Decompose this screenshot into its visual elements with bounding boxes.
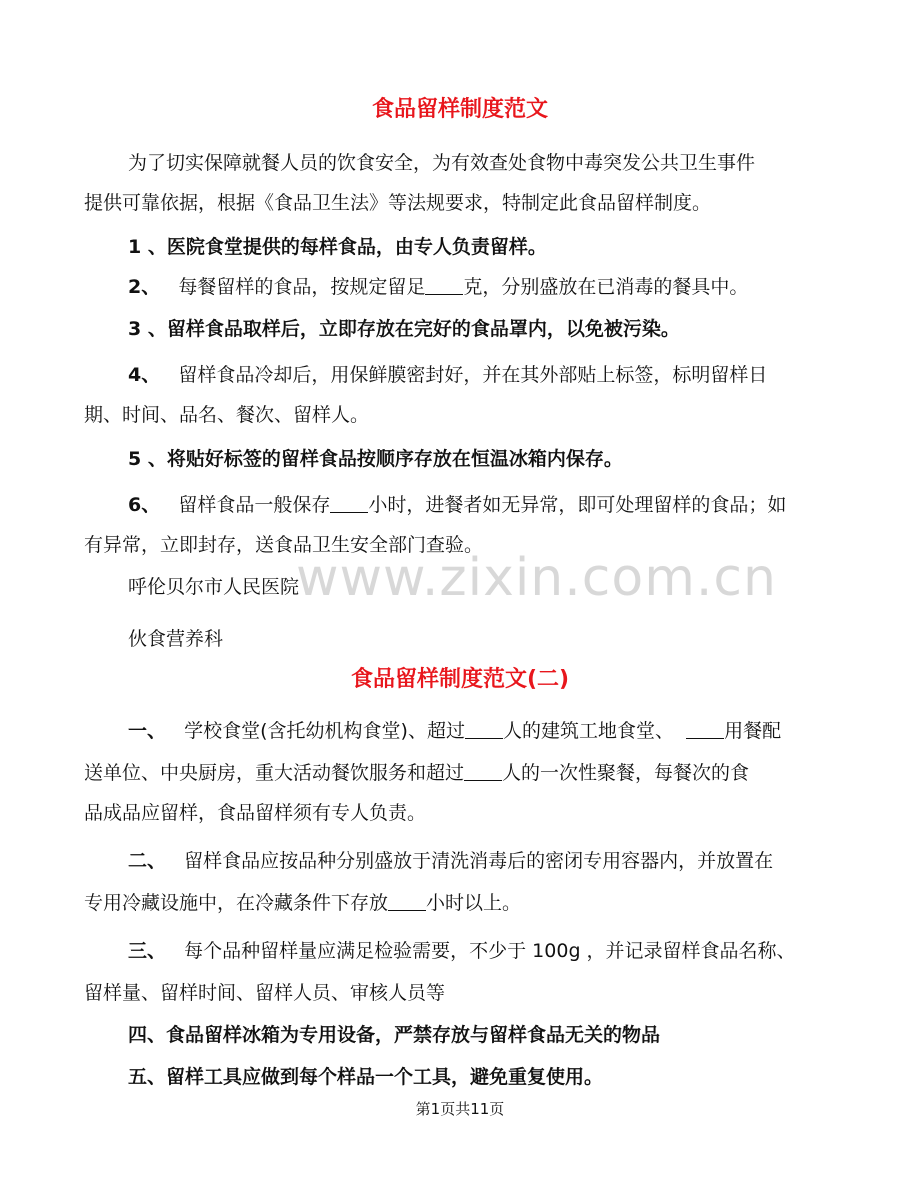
item-3: 3 、留样食品取样后，立即存放在完好的食品罩内，以免被污染。	[128, 318, 680, 340]
item-6-text-a2: 小时，进餐者如无异常，即可处理留样的食品；如	[368, 494, 787, 516]
section-3-number: 三、	[128, 940, 167, 962]
section-2-text-a: 留样食品应按品种分别盛放于清洗消毒后的密闭专用容器内，并放置在	[184, 850, 774, 872]
intro-line-2: 提供可靠依据，根据《食品卫生法》等法规要求，特制定此食品留样制度。	[84, 192, 712, 214]
section-1-text-b1: 送单位、中央厨房，重大活动餐饮服务和超过	[84, 762, 465, 784]
blank-line	[330, 494, 368, 513]
section-1-text-a3: 用餐配	[724, 720, 782, 742]
item-6-text-a1: 留样食品一般保存	[178, 494, 331, 516]
section-2-number: 二、	[128, 850, 167, 872]
item-4-line-2: 期、时间、品名、餐次、留样人。	[84, 404, 370, 426]
item-6-number: 6、	[128, 494, 161, 516]
item-2-number: 2、	[128, 276, 161, 298]
page-footer: 第1页共11页	[415, 1100, 505, 1118]
section-1-number: 一、	[128, 720, 167, 742]
blank-line	[464, 762, 502, 781]
section-1-text-b2: 人的一次性聚餐，每餐次的食	[502, 762, 750, 784]
item-1: 1 、医院食堂提供的每样食品，由专人负责留样。	[128, 236, 547, 258]
intro-line-1: 为了切实保障就餐人员的饮食安全，为有效查处食物中毒突发公共卫生事件	[128, 152, 756, 174]
section-3-line-2: 留样量、留样时间、留样人员、审核人员等	[84, 982, 446, 1004]
item-4-text-a: 留样食品冷却后，用保鲜膜密封好，并在其外部贴上标签，标明留样日	[178, 364, 768, 386]
section-1-text-a2: 人的建筑工地食堂、	[502, 720, 674, 742]
item-4-line-1	[128, 360, 767, 387]
item-2	[128, 272, 748, 299]
section-1-line-2	[84, 758, 749, 785]
blank-line	[465, 720, 503, 739]
section-1-text-a1: 学校食堂(含托幼机构食堂)、超过	[184, 720, 465, 742]
section-3-line-1	[128, 936, 796, 963]
item-2-text-a: 每餐留样的食品，按规定留足	[178, 276, 426, 298]
department-name: 伙食营养科	[128, 628, 224, 650]
section-2-line-1	[128, 846, 773, 873]
item-6-line-1	[128, 490, 786, 517]
section-5: 五、留样工具应做到每个样品一个工具，避免重复使用。	[128, 1066, 604, 1088]
section-2-line-2	[84, 888, 521, 915]
watermark-text: www.zixin.com.cn	[296, 548, 777, 608]
item-5: 5 、将贴好标签的留样食品按顺序存放在恒温冰箱内保存。	[128, 448, 623, 470]
section-2-text-b2: 小时以上。	[426, 892, 522, 914]
blank-line	[388, 892, 426, 911]
document-title: 食品留样制度范文	[371, 97, 548, 122]
section-4: 四、食品留样冰箱为专用设备，严禁存放与留样食品无关的物品	[128, 1024, 661, 1046]
section-title-2: 食品留样制度范文(二)	[350, 667, 570, 692]
organization-name: 呼伦贝尔市人民医院	[128, 576, 300, 598]
section-1-line-3: 品成品应留样，食品留样须有专人负责。	[84, 802, 427, 824]
blank-line	[425, 276, 463, 295]
section-3-text-a: 每个品种留样量应满足检验需要，不少于 100g ，并记录留样食品名称、	[184, 940, 796, 962]
section-1-line-1	[128, 716, 781, 743]
item-2-text-b: 克，分别盛放在已消毒的餐具中。	[463, 276, 749, 298]
item-6-line-2: 有异常，立即封存，送食品卫生安全部门查验。	[84, 534, 484, 556]
item-4-number: 4、	[128, 364, 161, 386]
blank-line	[686, 720, 724, 739]
section-2-text-b1: 专用冷藏设施中，在冷藏条件下存放	[84, 892, 389, 914]
